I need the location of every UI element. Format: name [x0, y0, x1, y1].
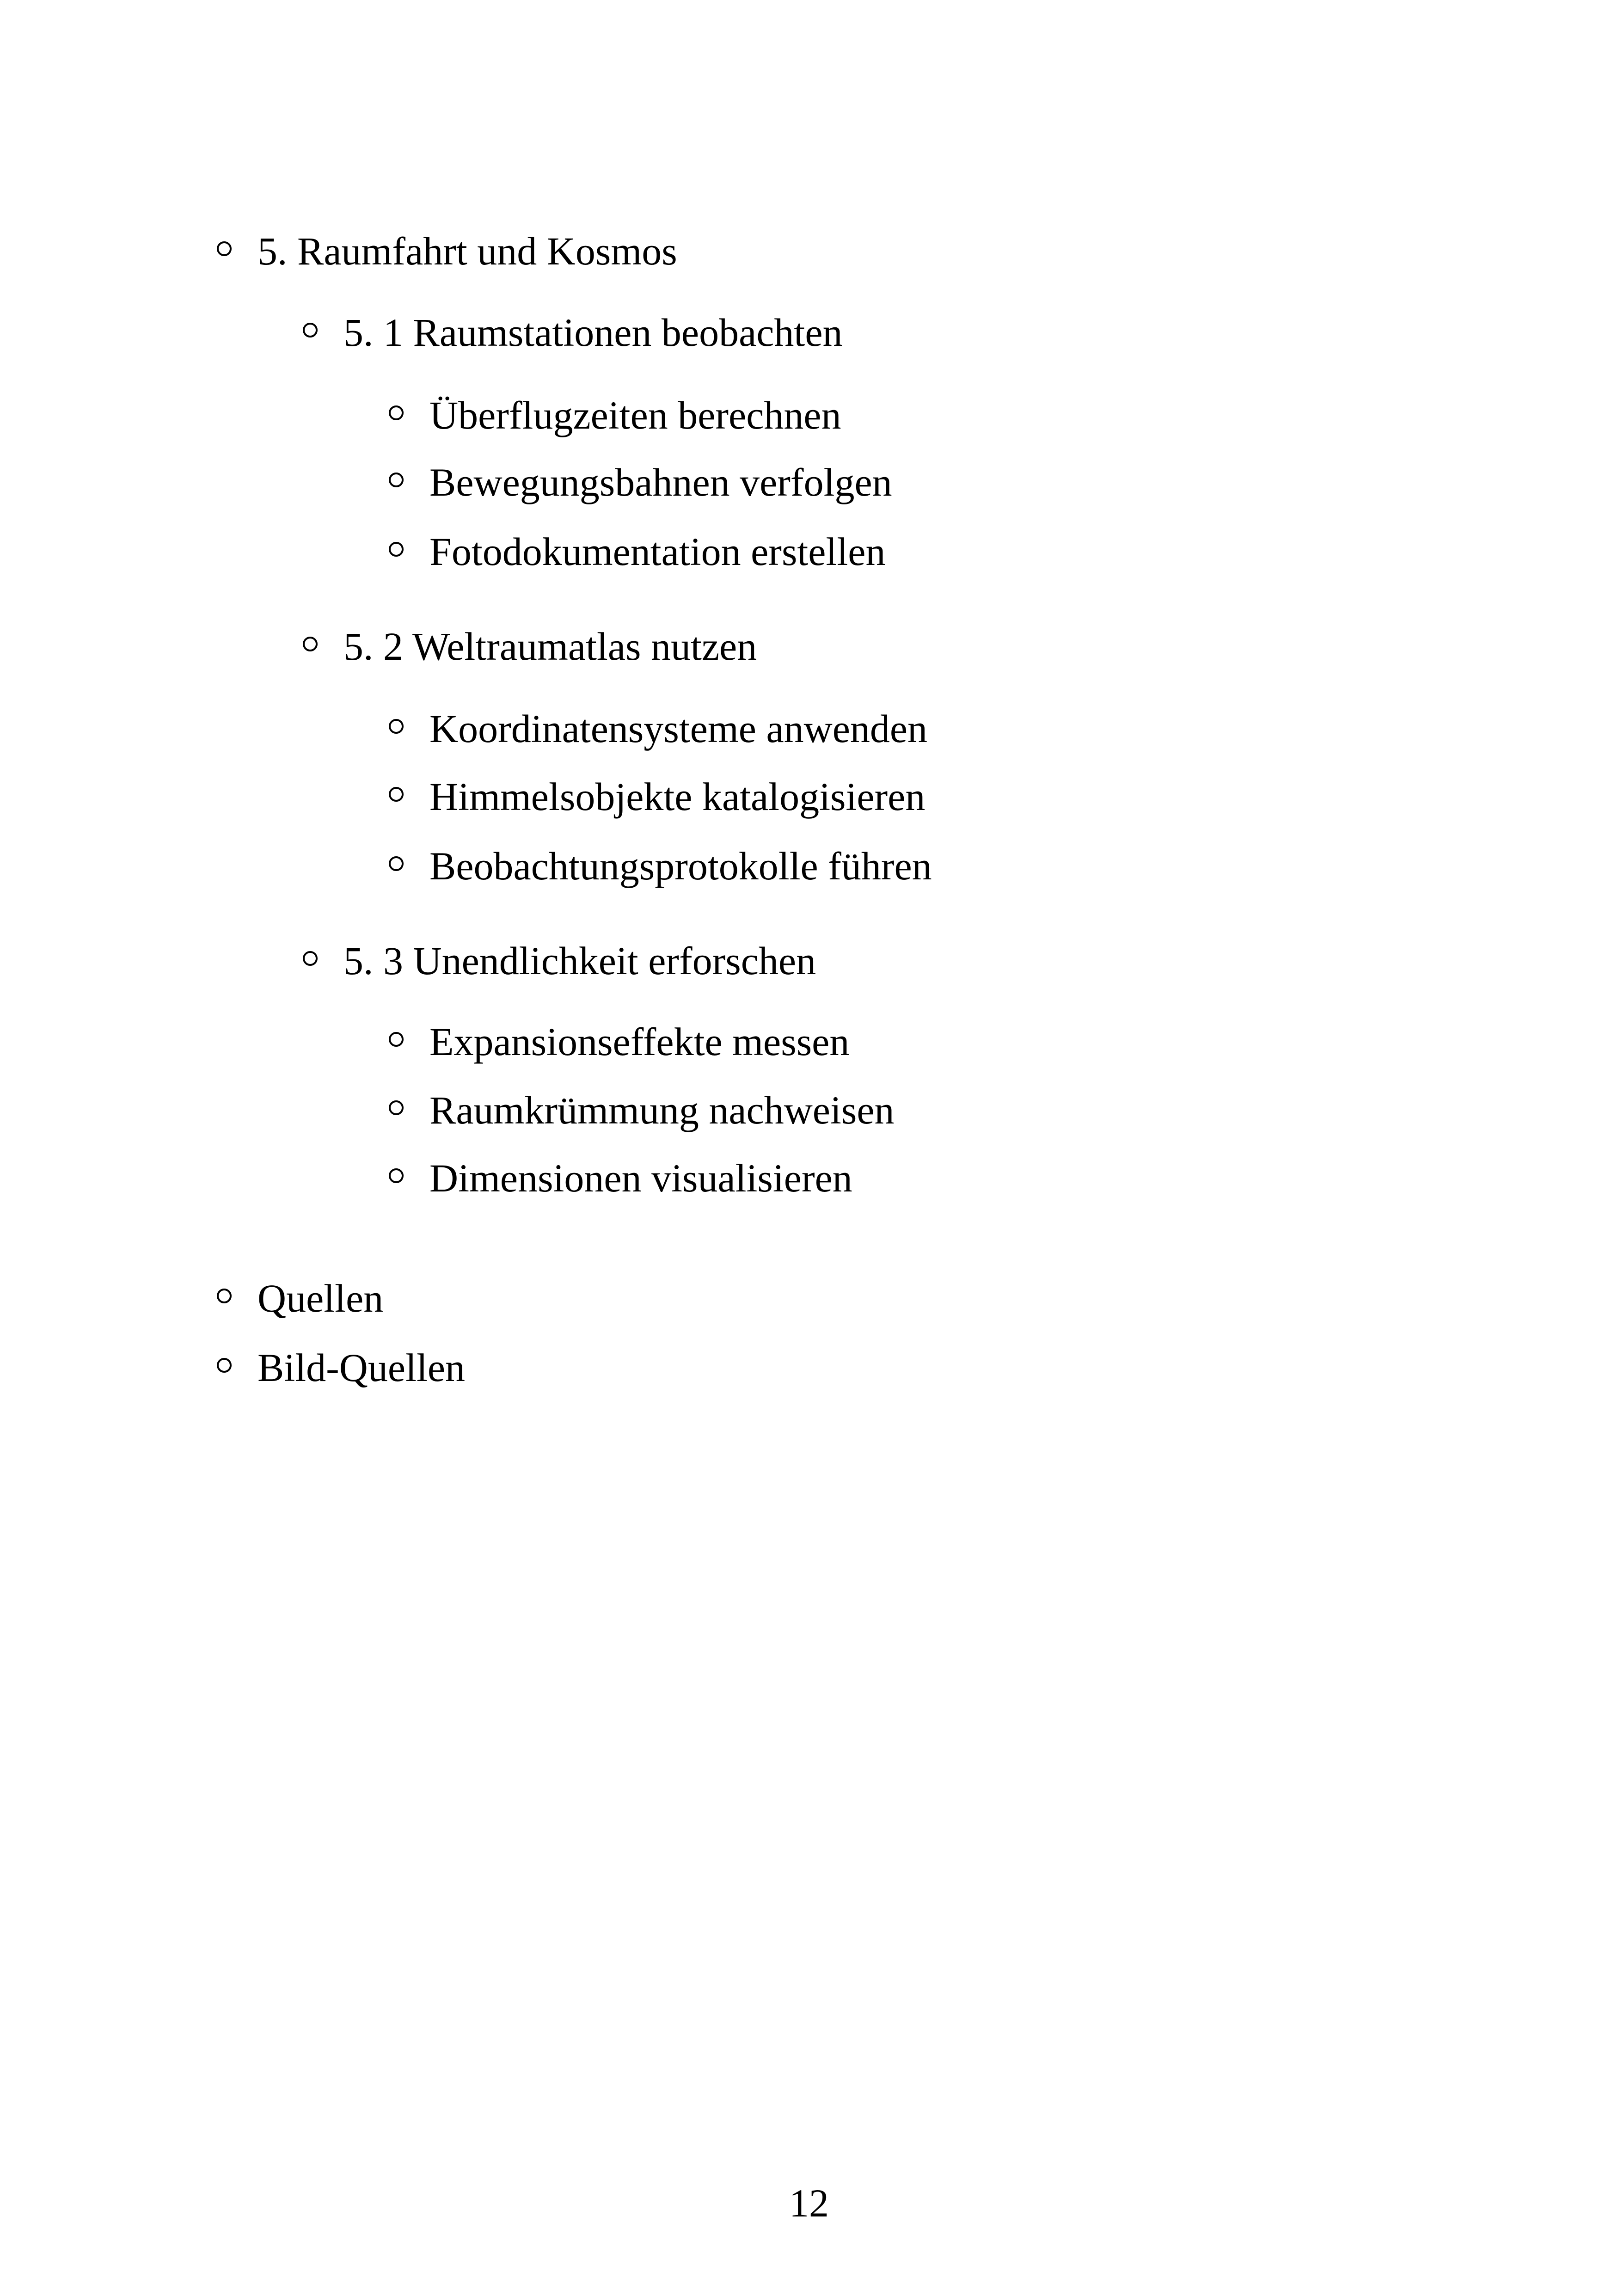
toc-entry-label: Überflugzeiten berechnen — [429, 393, 841, 437]
circle-bullet-icon — [389, 1168, 404, 1183]
circle-bullet-icon — [389, 719, 404, 734]
toc-entry-label: Dimensionen visualisieren — [429, 1156, 852, 1200]
toc-entry-item[interactable] — [429, 706, 928, 751]
toc-entry-label: 5. 2 Weltraumatlas nutzen — [343, 624, 757, 669]
toc-entry-item[interactable] — [429, 1019, 850, 1064]
toc-entry-section-5[interactable] — [257, 231, 677, 271]
circle-bullet-icon — [389, 405, 404, 420]
circle-bullet-icon — [303, 637, 318, 651]
circle-bullet-icon — [389, 542, 404, 557]
toc-entry-item[interactable] — [429, 462, 892, 502]
circle-bullet-icon — [217, 1289, 232, 1303]
toc-entry-label: 5. 1 Raumstationen beobachten — [343, 310, 843, 355]
circle-bullet-icon — [217, 1358, 232, 1373]
toc-entry-label: Raumkrümmung nachweisen — [429, 1088, 895, 1132]
circle-bullet-icon — [389, 1100, 404, 1115]
toc-entry-label: Beobachtungsprotokolle führen — [429, 844, 932, 888]
toc-entry-label: 5. 3 Unendlichkeit erforschen — [343, 939, 816, 983]
circle-bullet-icon — [389, 787, 404, 802]
toc-entry-label: Bild-Quellen — [257, 1345, 466, 1390]
toc-entry-section-5-2[interactable] — [343, 624, 757, 669]
toc-entry-image-sources[interactable] — [257, 1345, 466, 1390]
toc-entry-item[interactable] — [429, 529, 886, 574]
toc-entry-label: Quellen — [257, 1276, 384, 1320]
toc-entry-item[interactable] — [429, 846, 932, 886]
toc-entry-item[interactable] — [429, 1158, 852, 1198]
toc-entry-label: Himmelsobjekte katalogisieren — [429, 774, 925, 819]
toc-entry-item[interactable] — [429, 395, 841, 435]
toc-entry-label: Bewegungsbahnen verfolgen — [429, 460, 892, 504]
circle-bullet-icon — [303, 323, 318, 338]
toc-entry-sources[interactable] — [257, 1278, 383, 1318]
toc-entry-section-5-3[interactable] — [343, 941, 816, 981]
circle-bullet-icon — [217, 241, 232, 256]
toc-entry-item[interactable] — [429, 774, 925, 819]
page-number: 12 — [789, 2181, 829, 2225]
circle-bullet-icon — [389, 1032, 404, 1047]
toc-entry-label: 5. Raumfahrt und Kosmos — [257, 229, 677, 273]
toc-entry-section-5-1[interactable] — [343, 310, 843, 355]
circle-bullet-icon — [303, 951, 318, 966]
toc-entry-label: Expansionseffekte messen — [429, 1019, 850, 1064]
toc-entry-item[interactable] — [429, 1090, 895, 1130]
circle-bullet-icon — [389, 856, 404, 871]
toc-entry-label: Fotodokumentation erstellen — [429, 529, 886, 574]
toc-entry-label: Koordinatensysteme anwenden — [429, 706, 928, 751]
circle-bullet-icon — [389, 473, 404, 487]
